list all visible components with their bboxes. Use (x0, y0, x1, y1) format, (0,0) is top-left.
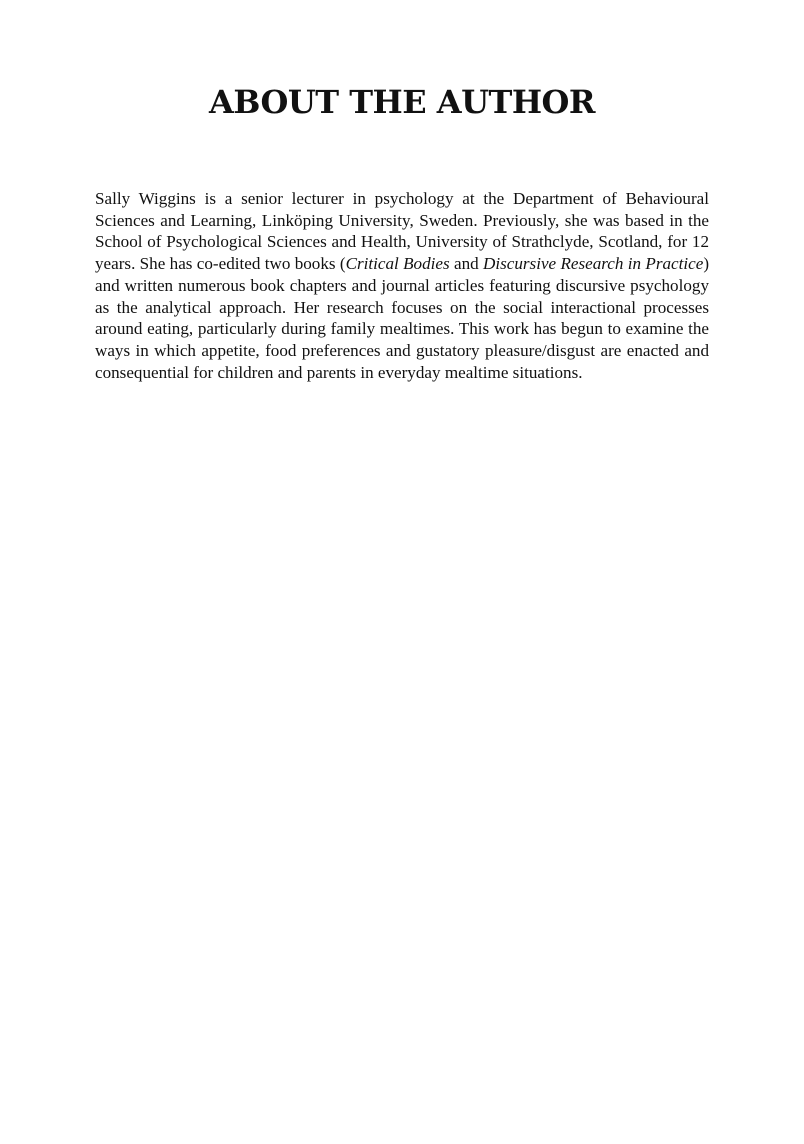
bio-text-part-2: and (449, 254, 484, 274)
book-title-discursive-research: Discursive Research in Practice (483, 254, 704, 274)
book-title-critical-bodies: Critical Bodies (345, 254, 450, 274)
author-bio-paragraph (95, 188, 709, 383)
page-title: ABOUT THE AUTHOR (208, 83, 596, 121)
bio-text-part-1: Sally Wiggins is a senior lecturer in psychology at the Department of Behavioural Sciences and Learning, Linköping University, Sweden. Previously, she was based in the School of Psychological Sciences and Health, University of Strathclyde, Scotland, for 12 years. She has co-edited two books ( (95, 189, 709, 274)
bio-text-part-3: ) and written numerous book chapters and journal articles featuring discursive psychology as the analytical approach. Her research focuses on the social interactional processes around eating, particularly during family mealtimes. This work has begun to examine the ways in which appetite, food preferences and gustatory pleasure/disgust are enacted and consequential for children and parents in everyday mealtime situations. (95, 254, 710, 382)
